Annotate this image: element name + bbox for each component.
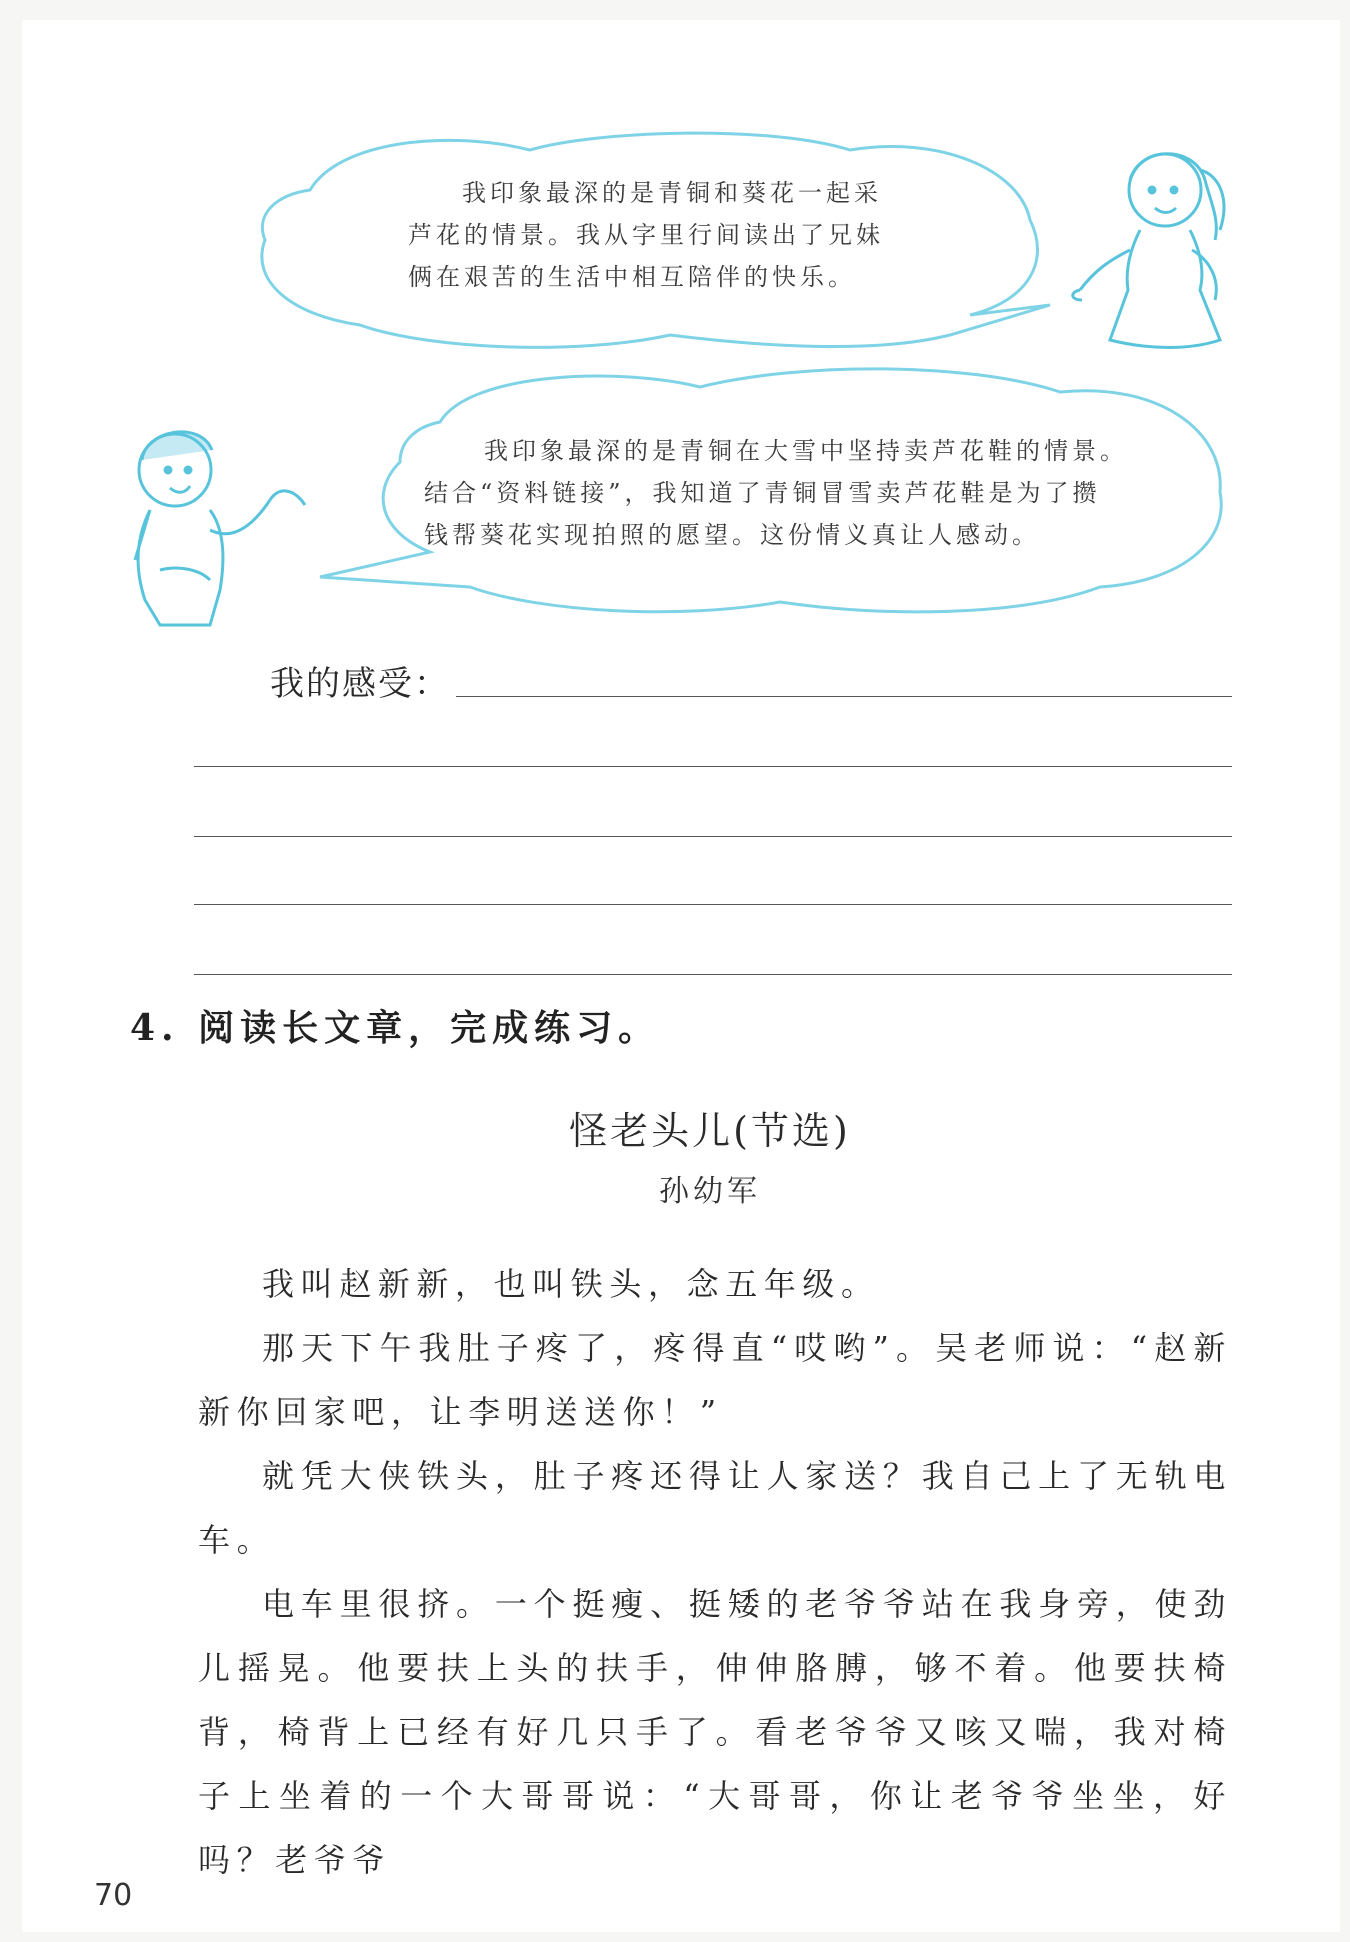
article-body	[198, 1252, 1232, 1892]
answer-line-5[interactable]	[194, 974, 1232, 975]
boy-illustration	[130, 420, 320, 630]
article-title: 怪老头儿(节选)	[569, 1109, 851, 1153]
boy-bubble-line-2: 结合“资料链接”，我知道了青铜冒雪卖芦花鞋是为了攒	[424, 479, 1101, 507]
boy-bubble-line-3: 钱帮葵花实现拍照的愿望。这份情义真让人感动。	[424, 521, 1040, 549]
article-paragraph-2: 那天下午我肚子疼了，疼得直“哎哟”。吴老师说：“赵新新你回家吧，让李明送送你！”	[198, 1329, 1232, 1431]
answer-line-1[interactable]	[456, 696, 1232, 697]
page-number: 70	[94, 1878, 133, 1913]
boy-bubble-text	[424, 430, 1128, 556]
article-paragraph-4: 电车里很挤。一个挺瘦、挺矮的老爷爷站在我身旁，使劲儿摇晃。他要扶上头的扶手，伸伸胳膊，够不着。他要扶椅背，椅背上已经有好几只手了。看老爷爷又咳又喘，我对椅子上坐着的一个大哥哥说：“大哥哥，你让老爷爷坐坐，好吗？老爷爷	[198, 1585, 1232, 1879]
answer-line-3[interactable]	[194, 836, 1232, 837]
girl-bubble-line-3: 俩在艰苦的生活中相互陪伴的快乐。	[408, 263, 856, 291]
article-author: 孙幼军	[659, 1174, 761, 1209]
girl-bubble-text	[408, 172, 884, 298]
girl-illustration	[1070, 140, 1240, 350]
answer-line-4[interactable]	[194, 904, 1232, 905]
boy-bubble-line-1: 我印象最深的是青铜在大雪中坚持卖芦花鞋的情景。	[484, 437, 1128, 465]
question-heading: 4. 阅读长文章，完成练习。	[130, 1007, 661, 1049]
article-paragraph-3: 就凭大侠铁头，肚子疼还得让人家送？我自己上了无轨电车。	[198, 1457, 1232, 1559]
answer-line-2[interactable]	[194, 766, 1232, 767]
girl-bubble-line-1: 我印象最深的是青铜和葵花一起采	[462, 179, 882, 207]
article-paragraph-1: 我叫赵新新，也叫铁头，念五年级。	[262, 1265, 880, 1303]
girl-bubble-line-2: 芦花的情景。我从字里行间读出了兄妹	[408, 221, 884, 249]
feeling-label: 我的感受：	[270, 664, 450, 704]
